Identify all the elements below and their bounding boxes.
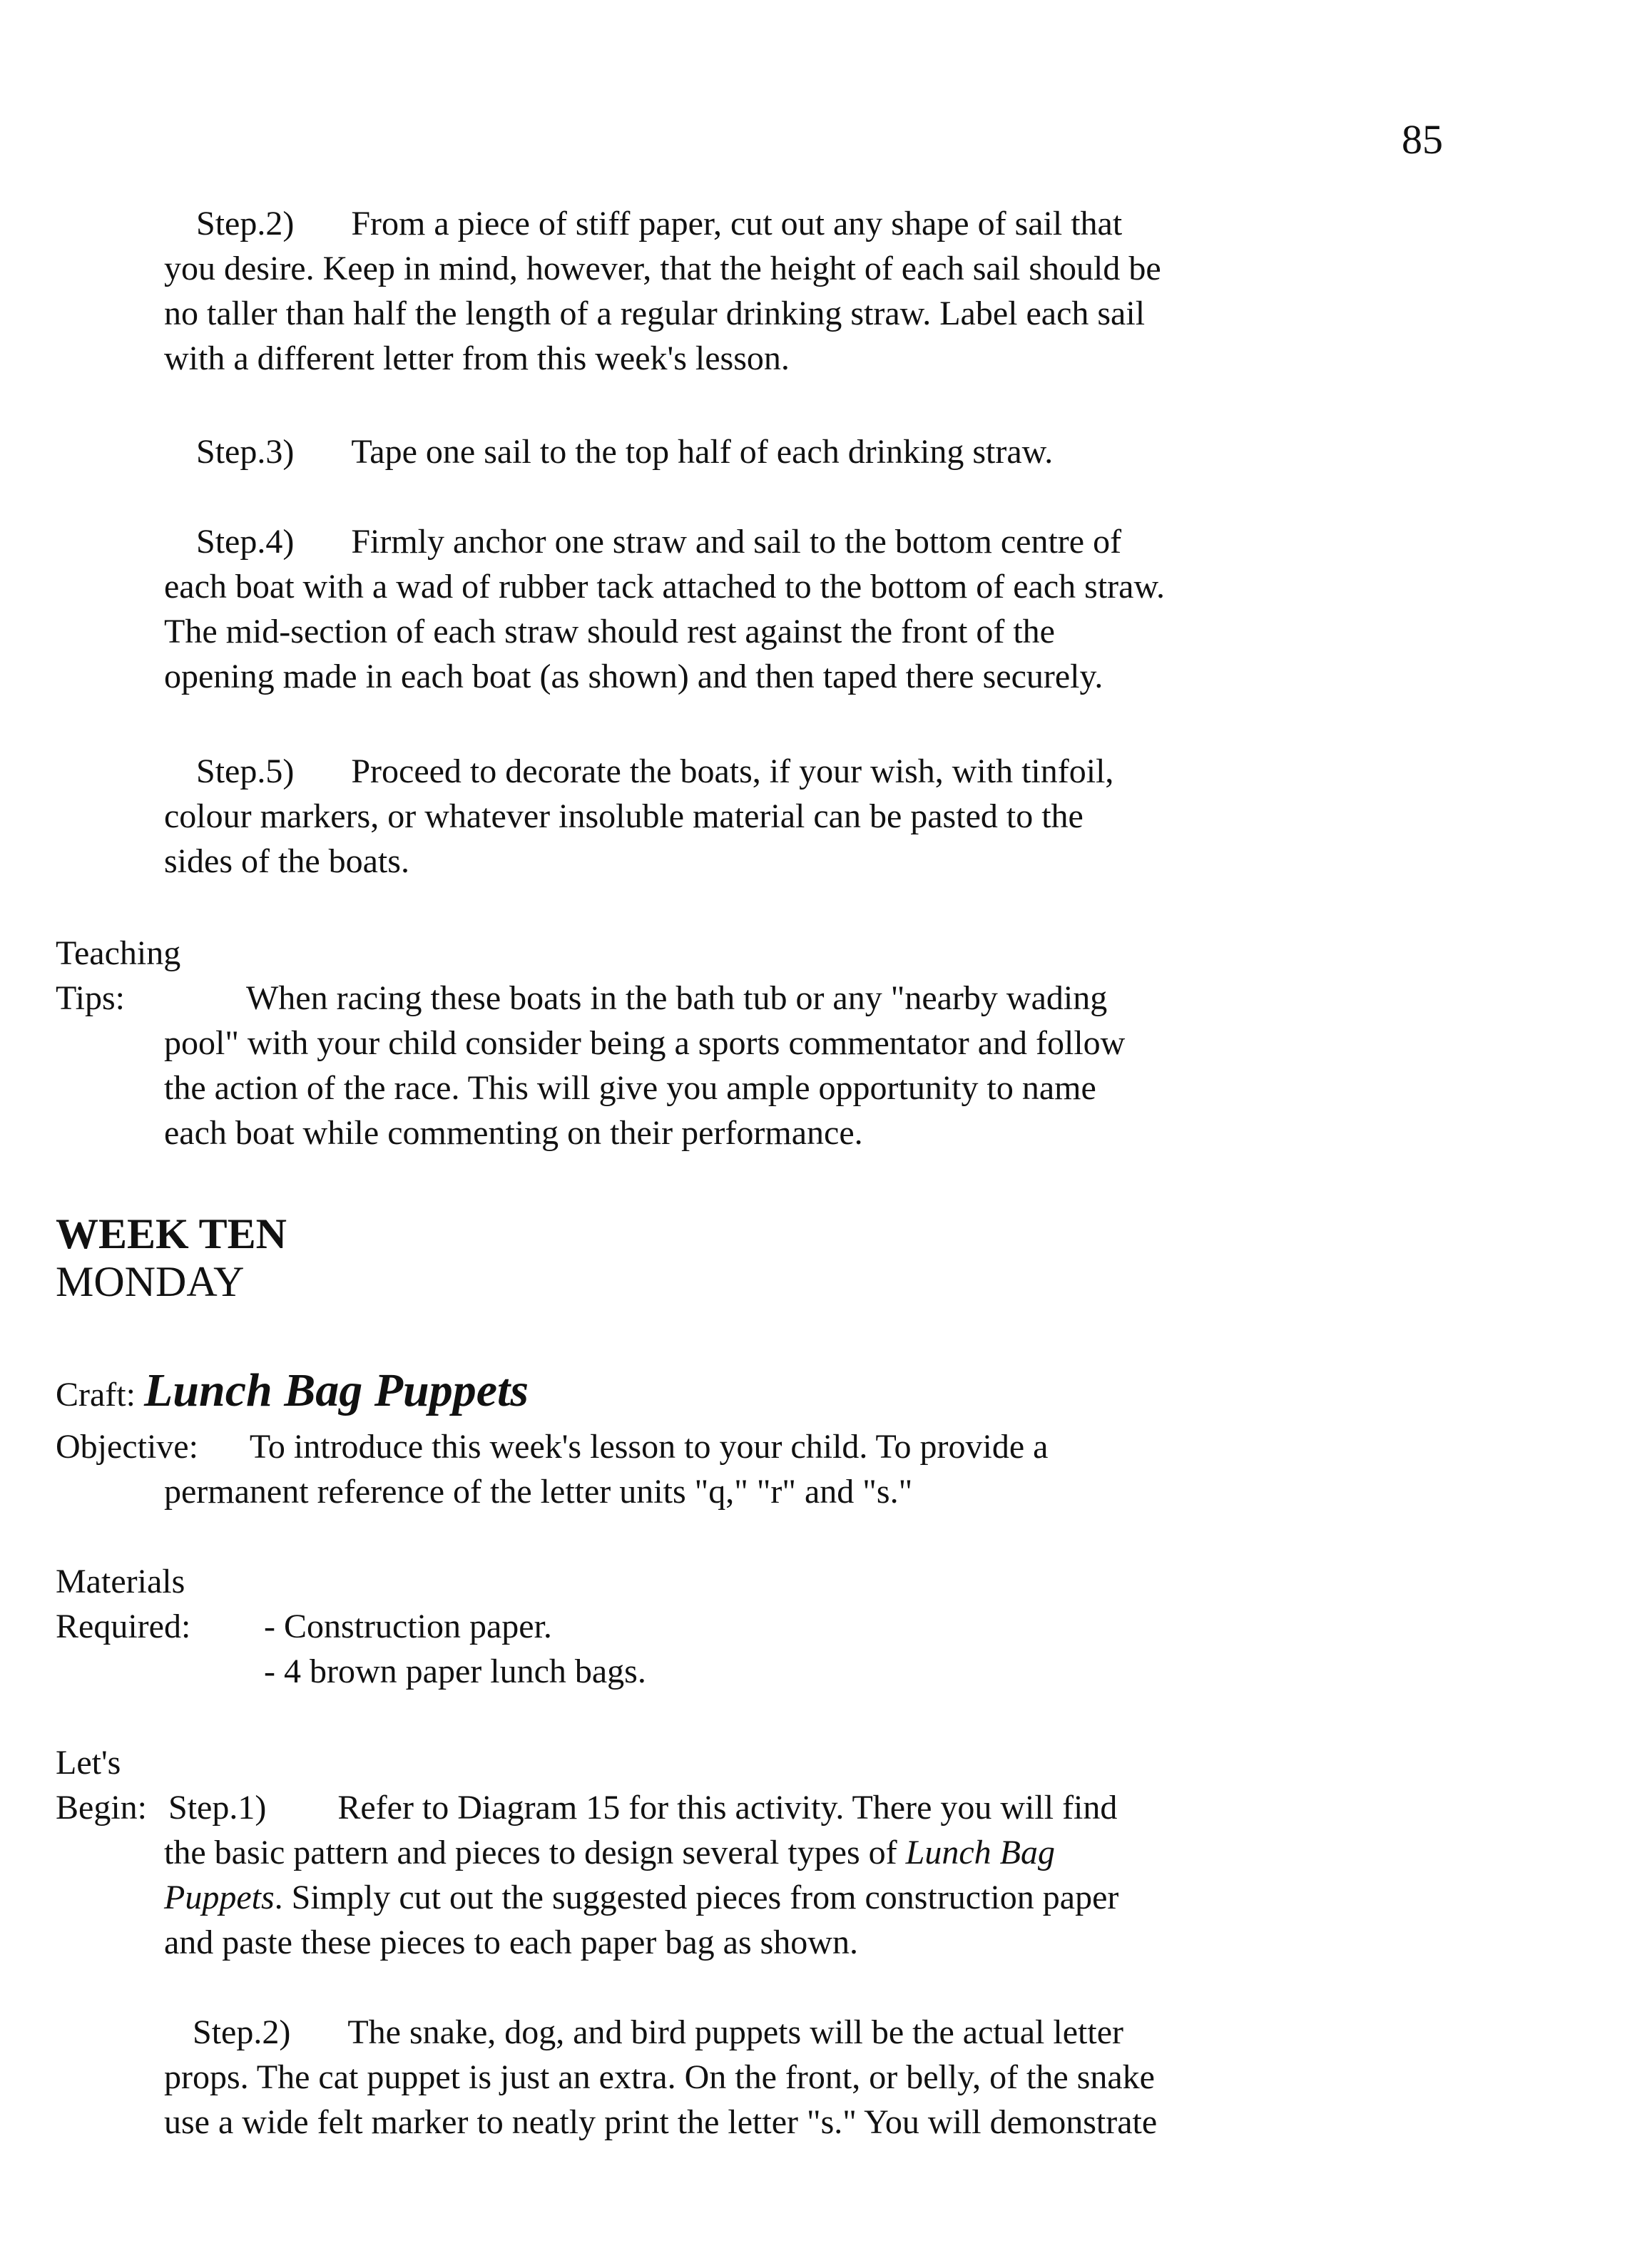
paragraph-line: pool" with your child consider being a sports commentator and follow [164,1024,1126,1062]
paragraph-line: props. The cat puppet is just an extra. On the front, or belly, of the snake [164,2058,1155,2096]
teaching-tips-first-line: When racing these boats in the bath tub or any "nearby wading [246,979,1108,1017]
objective-first-line [56,1424,1048,1469]
objective-paragraph [164,1469,912,1514]
paragraph-line: use a wide felt marker to neatly print the letter "s." You will demonstrate [164,2103,1158,2141]
paragraph-line: Tape one sail to the top half of each drinking straw. [351,433,1054,471]
paragraph-line: Firmly anchor one straw and sail to the bottom centre of [351,523,1122,561]
craft-label: Craft: [56,1376,136,1414]
step-label: Step.3) [196,433,295,471]
step-label: Step.5) [196,752,295,790]
objective-label: Objective: [56,1428,198,1466]
lets-begin-label: Let's Begin: Step.1) Refer to Diagram 15 for this activity. There you will find [56,1744,1118,1827]
paragraph-line: sides of the boats. [164,842,409,880]
paragraph-line: each boat with a wad of rubber tack attached to the bottom of each straw. [164,568,1165,606]
paragraph-line: you desire. Keep in mind, however, that the height of each sail should be [164,250,1161,287]
paragraph-line: colour markers, or whatever insoluble material can be pasted to the [164,797,1084,835]
paragraph-line: permanent reference of the letter units "q," "r" and "s." [164,1473,913,1511]
paragraph-line: and paste these pieces to each paper bag as shown. [164,1924,858,1961]
paragraph-line: with a different letter from this week's lesson. [164,339,790,377]
step-label: Step.2) [196,205,295,242]
teaching-tips-label: Teaching Tips: [56,934,181,1017]
list-item: - Construction paper. [264,1608,552,1645]
paragraph-line: each boat while commenting on their performance. [164,1114,863,1152]
paragraph-line: To introduce this week's lesson to your child. To provide a [249,1428,1049,1466]
list-item: - 4 brown paper lunch bags. [264,1653,646,1690]
step-label: Step.4) [196,523,295,561]
paragraph-line: no taller than half the length of a regular drinking straw. Label each sail [164,295,1146,332]
craft-title [56,1364,529,1422]
paragraph-line: the action of the race. This will give you ample opportunity to name [164,1069,1096,1107]
step-1-paragraph: the basic pattern and pieces to design several types of Lunch Bag Puppets. Simply cut out the suggested pieces from construction paper and paste these pieces to each paper bag as shown. [164,1830,1118,1965]
step-label: Step.1) [168,1789,267,1827]
lunch-bag-step-2-paragraph [164,2010,1157,2145]
paragraph-line: Refer to Diagram 15 for this activity. There you will find [337,1789,1118,1827]
step-3-paragraph [164,429,1053,474]
paragraph-line: The snake, dog, and bird puppets will be the actual letter [347,2013,1123,2051]
day-heading: MONDAY [56,1258,245,1305]
step-2-paragraph [164,201,1161,381]
paragraph-line: From a piece of stiff paper, cut out any shape of sail that [351,205,1123,242]
paragraph-line: opening made in each boat (as shown) and then taped there securely. [164,658,1103,695]
craft-name: Lunch Bag Puppets [143,1364,529,1416]
step-5-paragraph [164,749,1113,884]
page-number: 85 [1402,116,1443,163]
step-label: Step.2) [193,2013,291,2051]
paragraph-line: Proceed to decorate the boats, if your wish, with tinfoil, [351,752,1114,790]
week-heading: WEEK TEN [56,1210,287,1257]
paragraph-line: The mid-section of each straw should rest against the front of the [164,613,1055,650]
step-4-paragraph [164,519,1165,699]
materials-label: Materials Required: [56,1563,191,1645]
materials-list [264,1604,646,1694]
teaching-tips-paragraph [164,1021,1125,1155]
